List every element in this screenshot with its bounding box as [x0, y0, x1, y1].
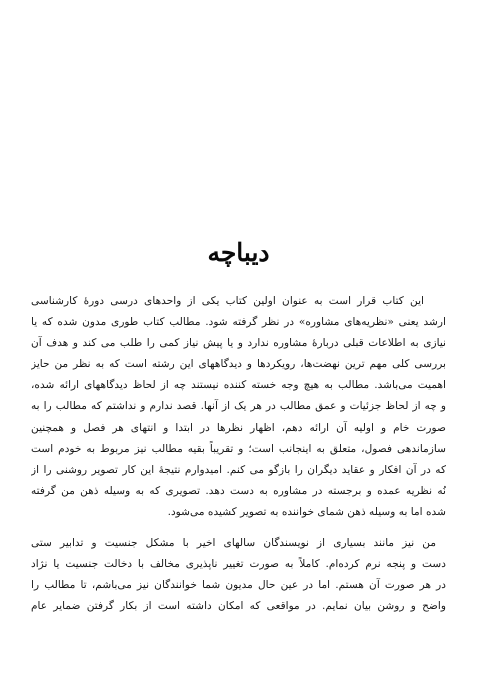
text-line: این کتاب قرار است به عنوان اولین کتاب یکی از واحدهای درسی دورهٔ کارشناسی [31, 295, 424, 307]
text-line: ارشد یعنی «نظریه‌های مشاوره» در نظر گرفته شود. مطالب کتاب طوری مدون شده که یا [31, 316, 446, 329]
paragraph-2 [31, 533, 446, 617]
text-line: در هر صورت آن هستم. اما در عین حال مدیون شما خوانندگان نیز می‌باشم، تا مطالب را [31, 579, 446, 592]
text-line: نُه نظریه عمده و برجسته در مشاوره به دست دهد. تصویری که به وسیله ذهن من گرفته [31, 484, 446, 497]
body-text [31, 291, 446, 617]
text-line: واضح و روشن بیان نمایم. در مواقعی که امکان داشته است از بکار گرفتن ضمایر عام [31, 600, 446, 613]
text-line: و چه از لحاظ جزئیات و عمق مطالب در هر یک از آنها. قصد ندارم و نداشتم که مطالب را به [31, 400, 446, 413]
text-line: صورت خام و اولیه آن ارائه دهم، اظهار نظرها در ابتدا و انتهای هر فصل و همچنین [31, 421, 446, 434]
text-line: بررسی کلی مهم ترین نهضت‌ها، رویکردها و دیدگاههای این رشته است که به نظر من حایز [31, 358, 446, 371]
text-line: نیازی به اطلاعات قبلی دربارهٔ مشاوره ندارد و یا پیش نیاز کمی را طلب می کند و هدف آن [31, 337, 446, 350]
text-line: دست و پنجه نرم کرده‌ام. کاملاً به صورت تغییر ناپذیری مخالف با دخالت جنسیت یا نژاد [31, 558, 446, 571]
chapter-title: دیباچه [207, 238, 270, 267]
text-line: من نیز مانند بسیاری از نویسندگان سالهای اخیر با مشکل جنسیت و تدابیر ستی [31, 537, 436, 550]
text-line: شده اما به وسیله ذهن شمای خواننده به تصویر کشیده می‌شود. [167, 505, 446, 518]
paragraph-1 [31, 291, 446, 523]
text-line: سازماندهی فصول، متعلق به اینجانب است؛ و تقریباً بقیه مطالب نیز مربوط به خودم است [31, 442, 446, 455]
text-line: که در آن افکار و عقاید دیگران را بازگو می کنم. امیدوارم نتیجهٔ این کار تصویر روشنی را از [31, 463, 446, 476]
text-line: اهمیت می‌باشد. مطالب به هیچ وجه خسته کننده نیستند چه از لحاظ دیدگاههای ارائه شده، [31, 379, 446, 392]
